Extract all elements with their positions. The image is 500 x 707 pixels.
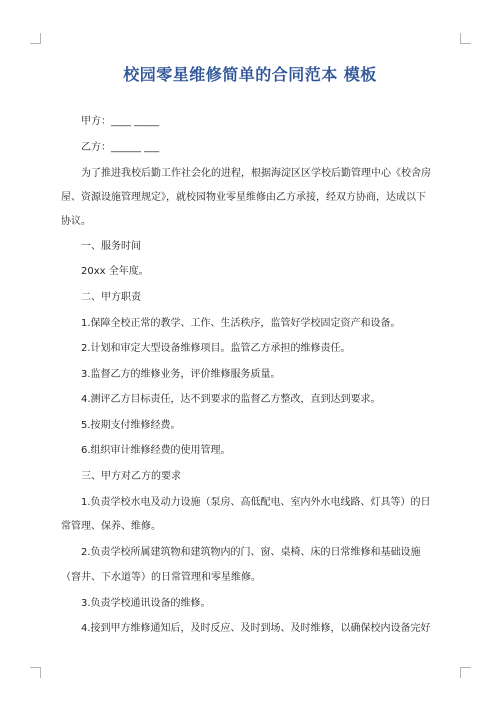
section-2-item-1: 1.保障全校正常的教学、工作、生活秩序，监管好学校固定资产和设备。 [81,318,401,329]
section-3-line-1: 1.负责学校水电及动力设施（泵房、高低配电、室内外水电线路、灯具等）的日 [81,497,431,508]
section-2-heading: 二、甲方职责 [81,292,141,303]
section-2-item-5: 5.按期支付维修经费。 [81,420,181,431]
section-3-line-2: 常管理、保养、维修。 [61,521,161,532]
section-3-heading: 三、甲方对乙方的要求 [81,471,181,482]
section-2-item-2: 2.计划和审定大型设备维修项目。监管乙方承担的维修责任。 [81,343,351,354]
section-2-item-4: 4.测评乙方目标责任，达不到要求的监督乙方整改，直到达到要求。 [81,394,381,405]
section-1-heading: 一、服务时间 [81,241,141,252]
section-3-line-6: 4.接到甲方维修通知后，及时反应、及时到场、及时维修，以确保校内设备完好 [81,623,431,634]
section-2-item-3: 3.监督乙方的维修业务，评价维修服务质量。 [81,369,281,380]
intro-line-2: 屋、资源设施管理规定》，就校园物业零星维修由乙方承接，经双方协商，达成以下 [61,192,426,203]
section-3-line-4: （窨井、下水道等）的日常管理和零星维修。 [61,572,261,583]
crop-mark-top-left [30,33,41,44]
section-3-line-3: 2.负责学校所属建筑物和建筑物内的门、窗、桌椅、床的日常维修和基础设施 [81,547,421,558]
party-a-line: 甲方：____ _____ [81,116,160,127]
section-3-line-5: 3.负责学校通讯设备的维修。 [81,598,211,609]
intro-line-1: 为了推进我校后勤工作社会化的进程，根据海淀区区学校后勤管理中心《校舍房 [81,168,431,179]
crop-mark-top-right [460,33,471,44]
crop-mark-bottom-right [460,667,471,678]
party-b-line: 乙方：______ ___ [81,142,160,153]
crop-mark-bottom-left [30,667,41,678]
section-2-item-6: 6.组织审计维修经费的使用管理。 [81,445,231,456]
document-title: 校园零星维修简单的合同范本 模板 [123,65,377,84]
intro-line-3: 协议。 [61,216,91,227]
section-1-text: 20xx 全年度。 [81,266,149,277]
